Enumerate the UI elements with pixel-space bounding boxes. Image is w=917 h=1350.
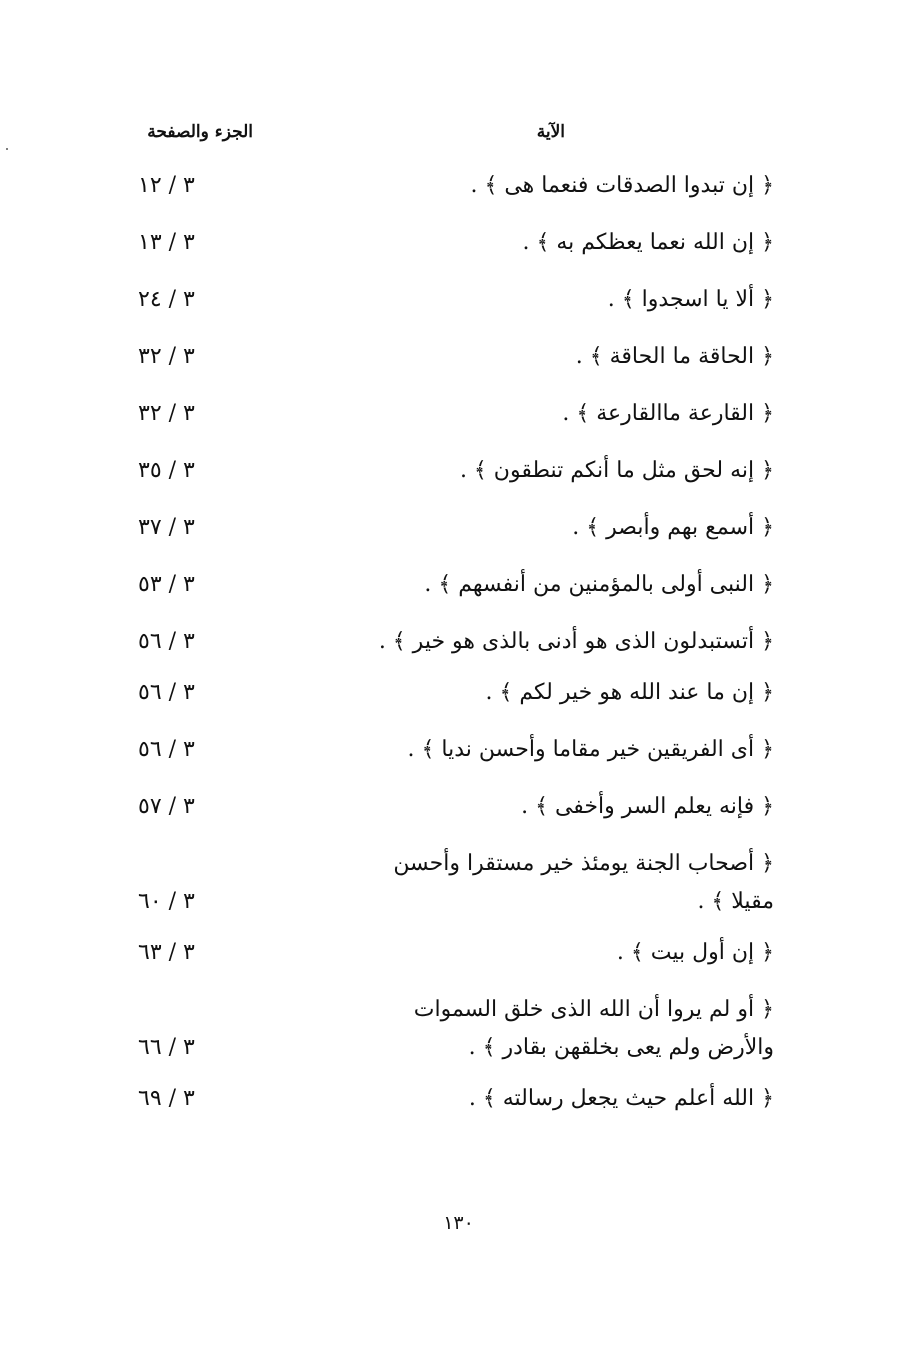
table-row	[134, 395, 774, 433]
scan-speck	[6, 148, 8, 150]
part-page-ref: ٣ / ٣٥	[138, 458, 195, 483]
verse-text: ﴿ أسمع بهم وأبصر ﴾ .	[572, 515, 774, 540]
verse-text: ﴿ إن تبدوا الصدقات فنعما هى ﴾ .	[470, 173, 774, 198]
part-page-ref: ٣ / ٣٢	[138, 401, 195, 426]
verse-text: ﴿ أتستبدلون الذى هو أدنى بالذى هو خير ﴾ .	[378, 629, 774, 654]
verse-index-table	[134, 167, 774, 1137]
verse-text: ﴿ النبى أولى بالمؤمنين من أنفسهم ﴾ .	[424, 572, 774, 597]
table-row	[134, 991, 774, 1067]
table-row	[134, 623, 774, 661]
part-page-ref: ٣ / ٥٣	[138, 572, 195, 597]
part-page-ref: ٣ / ٣٧	[138, 515, 195, 540]
table-row	[134, 509, 774, 547]
part-page-ref: ٣ / ٦٩	[138, 1086, 195, 1111]
table-row	[134, 674, 774, 712]
verse-text: ﴿ القارعة ماالقارعة ﴾ .	[562, 401, 774, 426]
verse-text: ﴿ الله أعلم حيث يجعل رسالته ﴾ .	[468, 1086, 774, 1111]
part-page-ref: ٣ / ٦٦	[138, 1035, 195, 1060]
part-page-ref: ٣ / ٦٣	[138, 940, 195, 965]
table-row	[134, 845, 774, 921]
verse-text: ﴿ أصحاب الجنة يومئذ خير مستقرا وأحسن مقيلا ﴾ .	[393, 851, 774, 914]
table-row	[134, 338, 774, 376]
verse-text: ﴿ ألا يا اسجدوا ﴾ .	[607, 287, 774, 312]
table-row	[134, 281, 774, 319]
header-part-page: الجزء والصفحة	[147, 122, 253, 142]
page-number: ١٣٠	[443, 1212, 474, 1234]
table-row	[134, 1080, 774, 1118]
part-page-ref: ٣ / ٣٢	[138, 344, 195, 369]
verse-text: ﴿ إنه لحق مثل ما أنكم تنطقون ﴾ .	[459, 458, 774, 483]
part-page-ref: ٣ / ٥٦	[138, 737, 195, 762]
verse-text: ﴿ أو لم يروا أن الله الذى خلق السموات والأرض ولم يعى بخلقهن بقادر ﴾ .	[413, 997, 774, 1060]
table-row	[134, 934, 774, 972]
table-row	[134, 731, 774, 769]
verse-text: ﴿ إن الله نعما يعظكم به ﴾ .	[522, 230, 774, 255]
table-row	[134, 224, 774, 262]
verse-text: ﴿ فإنه يعلم السر وأخفى ﴾ .	[521, 794, 774, 819]
part-page-ref: ٣ / ٥٧	[138, 794, 195, 819]
part-page-ref: ٣ / ١٢	[138, 173, 195, 198]
table-row	[134, 788, 774, 826]
part-page-ref: ٣ / ٦٠	[138, 889, 195, 914]
part-page-ref: ٣ / ٥٦	[138, 680, 195, 705]
table-header	[0, 122, 917, 146]
verse-text: ﴿ الحاقة ما الحاقة ﴾ .	[575, 344, 774, 369]
verse-text: ﴿ إن ما عند الله هو خير لكم ﴾ .	[485, 680, 774, 705]
part-page-ref: ٣ / ٥٦	[138, 629, 195, 654]
table-row	[134, 167, 774, 205]
table-row	[134, 566, 774, 604]
table-row	[134, 452, 774, 490]
verse-text: ﴿ إن أول بيت ﴾ .	[616, 940, 774, 965]
part-page-ref: ٣ / ١٣	[138, 230, 195, 255]
verse-text: ﴿ أى الفريقين خير مقاما وأحسن نديا ﴾ .	[407, 737, 774, 762]
header-aya: الآية	[536, 122, 565, 142]
part-page-ref: ٣ / ٢٤	[138, 287, 195, 312]
